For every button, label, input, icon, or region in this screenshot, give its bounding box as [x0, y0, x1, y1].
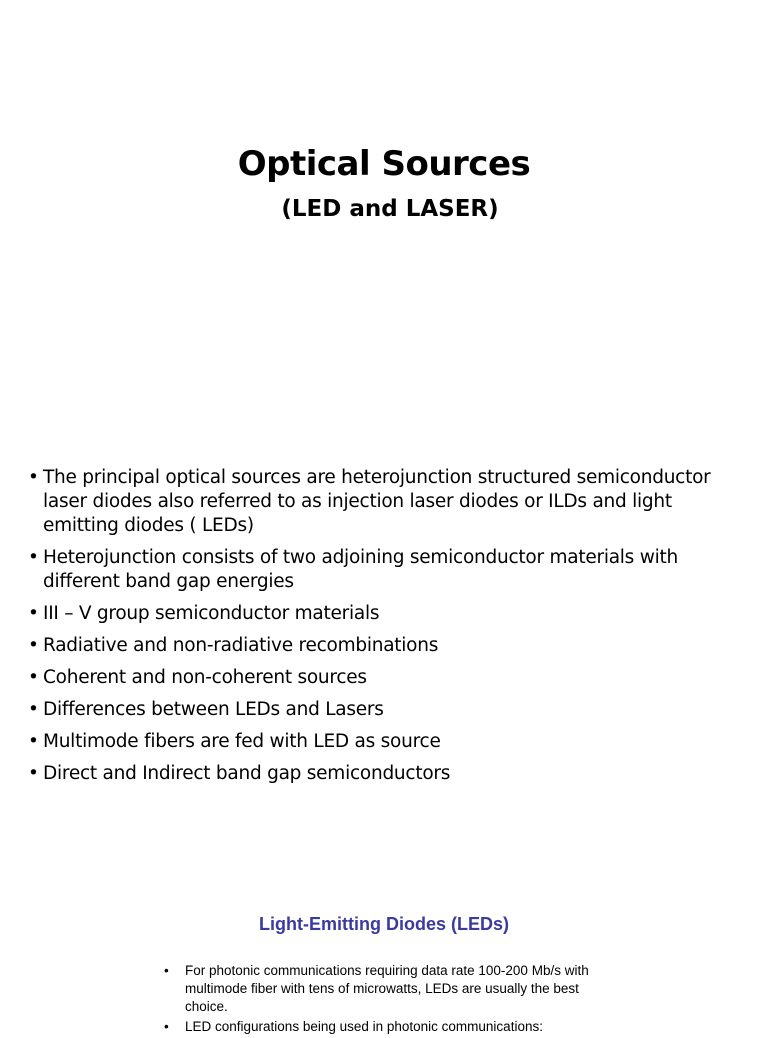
led-bullet-item — [164, 962, 604, 1016]
bullet-text: Heterojunction consists of two adjoining semiconductor materials with different band gap energies — [43, 547, 678, 592]
led-slide-heading: Light-Emitting Diodes (LEDs) — [259, 914, 509, 934]
led-bullet-text: LED configurations being used in photonic communications: — [185, 1019, 543, 1034]
led-slide — [0, 880, 768, 1034]
bullet-icon: • — [28, 699, 39, 720]
bullet-icon: • — [28, 763, 39, 784]
bullet-item — [28, 730, 748, 754]
bullet-item — [28, 546, 748, 594]
bullet-item — [28, 602, 748, 626]
bullet-text: The principal optical sources are heterojunction structured semiconductor laser diodes also referred to as injection laser diodes or ILDs and light emitting diodes ( LEDs) — [43, 467, 711, 536]
bullet-text: III – V group semiconductor materials — [43, 603, 380, 624]
bullet-item — [28, 634, 748, 658]
bullet-icon: • — [28, 603, 39, 624]
bullet-list — [28, 466, 748, 794]
bullet-text: Differences between LEDs and Lasers — [43, 699, 384, 720]
bullet-item — [28, 762, 748, 786]
bullet-icon: • — [28, 467, 39, 488]
bullet-item — [28, 466, 748, 538]
bullet-item — [28, 666, 748, 690]
bullet-text: Multimode fibers are fed with LED as source — [43, 731, 441, 752]
slide-subtitle: (LED and LASER) — [281, 196, 499, 222]
led-bullet-text: For photonic communications requiring data rate 100-200 Mb/s with multimode fiber with tens of microwatts, LEDs are usually the best choice. — [185, 963, 589, 1014]
title-slide — [0, 0, 768, 270]
bullet-text: Coherent and non-coherent sources — [43, 667, 367, 688]
bullet-icon: • — [28, 731, 39, 752]
led-bullet-item — [164, 1018, 604, 1036]
bullet-icon: • — [28, 547, 39, 568]
bullet-icon: • — [164, 1019, 169, 1034]
bullet-text: Radiative and non-radiative recombinations — [43, 635, 439, 656]
bullets-slide — [0, 420, 768, 840]
bullet-item — [28, 698, 748, 722]
slide-title: Optical Sources — [237, 144, 531, 184]
bullet-icon: • — [28, 667, 39, 688]
bullet-icon: • — [28, 635, 39, 656]
bullet-icon: • — [164, 963, 169, 978]
led-bullet-list — [164, 962, 604, 1038]
bullet-text: Direct and Indirect band gap semiconductors — [43, 763, 451, 784]
